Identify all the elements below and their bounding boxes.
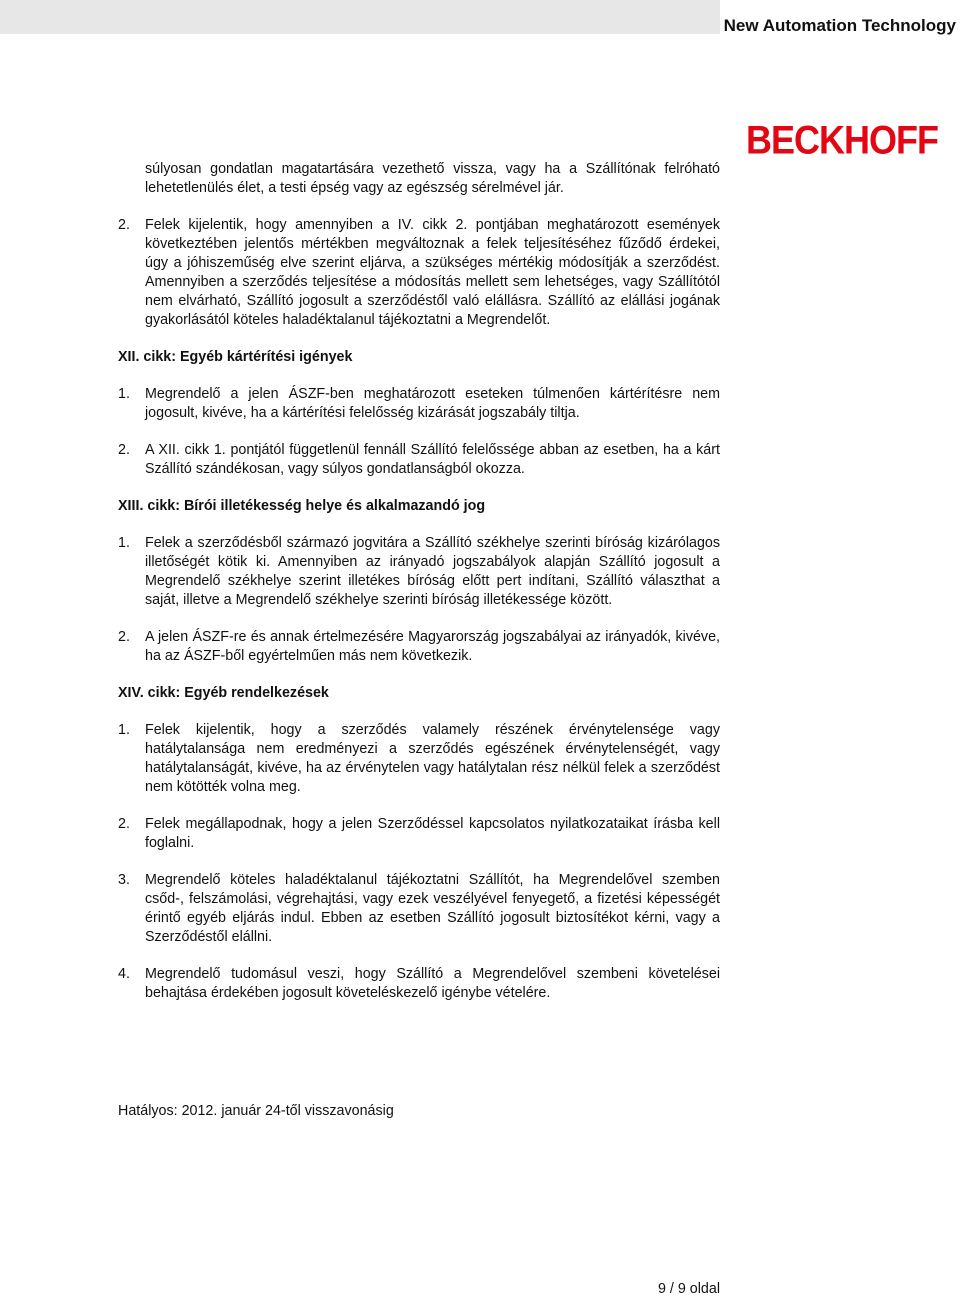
item-text: Megrendelő köteles haladéktalanul tájékoztatni Szállítót, ha Megrendelővel szemben csőd-, felszámolási, végrehajtási, vagy ezek veszélyével fenyegető, a fizetési képességét érintő egyéb eljárás indul. Ebben az esetben Szállító jogosult biztosítékot kérni, vagy a Szerződéstől elállni. [145,872,720,945]
list-item [118,441,720,479]
list-item [118,965,720,1003]
item-text: A XII. cikk 1. pontjától függetlenül fennáll Szállító felelőssége abban az esetben, ha a kárt Szállító szándékosan, vagy súlyos gondatlanságból okozza. [145,442,720,477]
list-item [118,385,720,423]
item-number: 1. [118,535,130,551]
item-text: Felek kijelentik, hogy amennyiben a IV. cikk 2. pontjában meghatározott események következtében jelentős mértékben megváltoznak a felek teljesítéséhez fűződő érdekei, úgy a jóhiszeműség elve szerint eljárva, a szükséges mértékig módosítják a szerződést. Amennyiben a szerződés teljesítése a módosítás mellett sem lehetséges, vagy Szállítótól nem elvárható, Szállító jogosult a szerződéstől való elállásra. Szállító az elállási jogának gyakorlásától köteles haladéktalanul tájékoztatni a Megrendelőt. [145,217,720,328]
item-number: 1. [118,722,130,738]
list-item [118,815,720,853]
section-title-xiii: XIII. cikk: Bírói illetékesség helye és alkalmazandó jog [118,498,486,514]
list-item [118,871,720,947]
item-number: 2. [118,217,130,233]
list-item [118,534,720,610]
section-title-xii: XII. cikk: Egyéb kártérítési igények [118,349,353,365]
header-gray-band [0,0,720,34]
item-text: Felek kijelentik, hogy a szerződés valamely részének érvénytelensége vagy hatálytalansága nem eredményezi a szerződés egészének érvénytelenségét, vagy hatálytalanságát, kivéve, ha az érvénytelen vagy hatálytalan rész nélkül felek a szerződést nem kötötték volna meg. [145,722,720,795]
section-title-xiv: XIV. cikk: Egyéb rendelkezések [118,685,329,701]
item-number: 4. [118,966,130,982]
document-body [118,160,720,1021]
list-item [118,216,720,330]
effective-date: Hatályos: 2012. január 24-től visszavonásig [118,1103,394,1119]
item-text: Megrendelő a jelen ÁSZF-ben meghatározott eseteken túlmenően kártérítésre nem jogosult, kivéve, ha a kártérítési felelősség kizárását jogszabály tiltja. [145,386,720,421]
item-text: Felek megállapodnak, hogy a jelen Szerződéssel kapcsolatos nyilatkozataikat írásba kell foglalni. [145,816,720,851]
item-number: 3. [118,872,130,888]
item-text: Felek a szerződésből származó jogvitára a Szállító székhelye szerinti bíróság kizárólagos illetőségét kötik ki. Amennyiben az irányadó jogszabályok alapján Szállító jogosult a Megrendelő székhelye szerint illetékes bíróság előtt pert indítani, Szállító választhat a saját, illetve a Megrendelő székhelye szerinti bíróság illetékessége között. [145,535,720,608]
item-text: Megrendelő tudomásul veszi, hogy Szállító a Megrendelővel szembeni követelései behajtása érdekében jogosult követeléskezelő igénybe vételére. [145,966,720,1001]
header-bar [0,0,960,34]
list-item [118,721,720,797]
list-item [118,628,720,666]
header-tagline: New Automation Technology [723,16,956,35]
item-number: 2. [118,629,130,645]
continuation-paragraph: súlyosan gondatlan magatartására vezethető vissza, vagy ha a Szállítónak felróható lehetetlenülés élet, a testi épség vagy az egészség sérelmével jár. [145,161,720,196]
item-number: 2. [118,816,130,832]
item-text: A jelen ÁSZF-re és annak értelmezésére Magyarország jogszabályai az irányadók, kivéve, ha az ÁSZF-ből egyértelműen más nem következik. [145,629,720,664]
item-number: 1. [118,386,130,402]
item-number: 2. [118,442,130,458]
beckhoff-logo: BECKHOFF [746,117,938,163]
page-number: 9 / 9 oldal [658,1281,720,1297]
